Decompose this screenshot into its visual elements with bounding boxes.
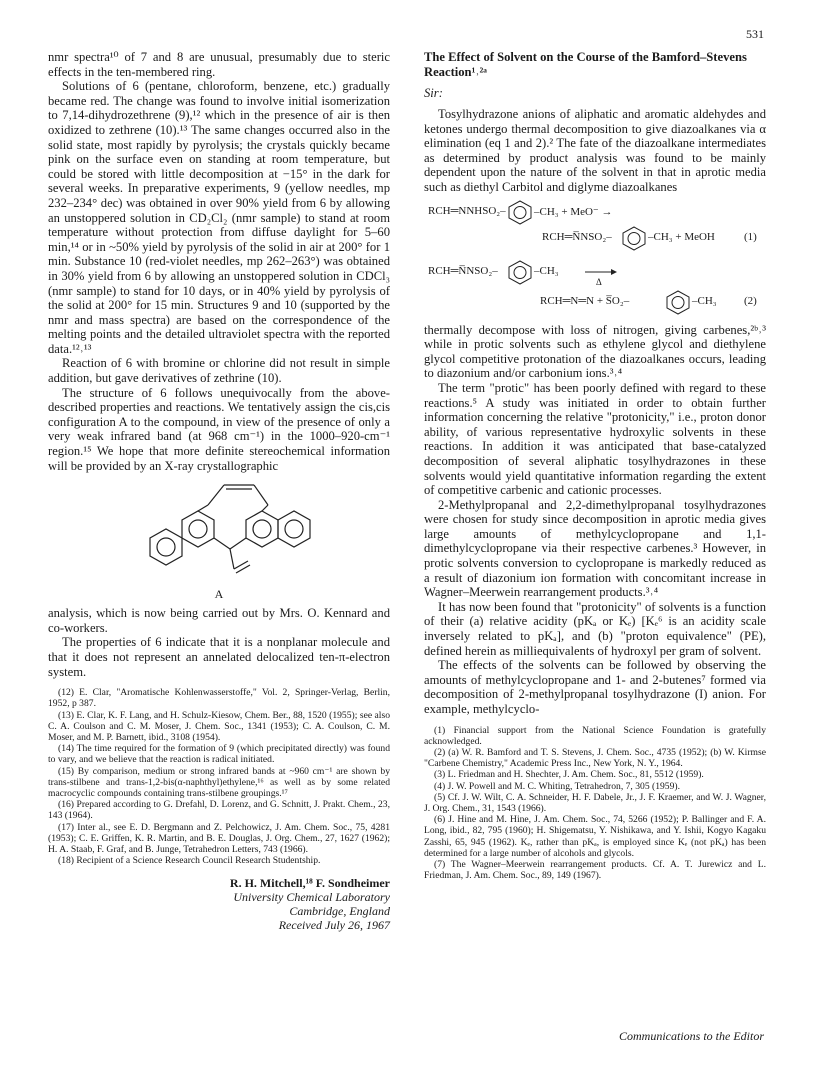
paragraph: The effects of the solvents can be followed by observing the amounts of methylcyclopropane and 1- and 2-butenes⁷ formed via decomposition of 2-methylpropanal tosylhydrazone (I) anion. For example, methylcyclo- — [424, 658, 766, 716]
footnote: (17) Inter al., see E. D. Bergmann and Z. Pelchowicz, J. Am. Chem. Soc., 75, 4281 (1953); C. E. Griffen, K. R. Martin, and B. E. Douglas, J. Org. Chem., 27, 1627 (1962); H. A. Staab, F. Graf, and B. Junge, Tetrahedron Letters, 743 (1966). — [48, 821, 390, 856]
salutation: Sir: — [424, 86, 443, 100]
benzene-ring-icon — [506, 199, 534, 225]
paragraph: 2-Methylpropanal and 2,2-dimethylpropanal tosylhydrazones were chosen for study since decomposition in aprotic media gives large amounts of methylcyclopropane and 1,1-dimethylcyclopropane via their respective carbenes.³ However, in protic solvents conversion to cyclopropane is markedly reduced as a result of diazonium ion formation with concomitant increase in Wagner–Meerwein rearrangement products.³˒⁴ — [424, 497, 766, 600]
paragraph: The term "protic" has been poorly defined with regard to these reactions.⁵ A study was initiated in order to obtain further information concerning the relative "protonicity," i.e., proton donor ability, of various representative hydroxylic solvents in these reactions. In addition it was anticipated that base-catalyzed decomposition of several aliphatic tosylhydrazones in these solvents would yield quantitative information regarding the extent of competitive carbenic and cationic processes. — [424, 380, 766, 498]
reaction-equations — [424, 201, 766, 319]
paragraph: Reaction of 6 with bromine or chlorine did not result in simple addition, but gave derivatives of zethrine (10). — [48, 356, 390, 386]
paragraph: The properties of 6 indicate that it is a nonplanar molecule and that it does not represent an annelated delocalized ten-π-electron system. — [48, 635, 390, 679]
eq2-product-tail: –CH₃ — [692, 294, 717, 307]
eq1-reactant: RCH═NNHSO₂– — [428, 204, 506, 217]
paragraph: The structure of 6 follows unequivocally from the above-described properties and reactions. We tentatively assign the cis,cis configuration A to the compound, in view of the presence of only a very weak infrared band (at 968 cm⁻¹) in the 1000–920-cm⁻¹ region.¹⁵ We hope that more definite stereochemical information will be provided by an X-ray crystallographic — [48, 385, 390, 473]
footnote: (2) (a) W. R. Bamford and T. S. Stevens, J. Chem. Soc., 4735 (1952); (b) W. Kirmse "Carbene Chemistry," Academic Press Inc., New York, N. Y., 1964. — [424, 747, 766, 770]
paragraph: analysis, which is now being carried out by Mrs. O. Kennard and co-workers. — [48, 606, 390, 635]
eq1-reactant-tail: –CH₃ + MeO⁻ → — [534, 205, 613, 218]
footnote: (14) The time required for the formation of 9 (which precipitated directly) was found to vary, and we believe that the reaction is radical initiated. — [48, 743, 390, 766]
paragraph: nmr spectra¹⁰ of 7 and 8 are unusual, presumably due to steric effects in the ten-membered ring. — [48, 50, 390, 79]
structure-a-drawing — [48, 479, 390, 585]
footnote: (6) J. Hine and M. Hine, J. Am. Chem. Soc., 74, 5266 (1952); P. Ballinger and F. A. Long, ibid., 82, 795 (1960); H. Shigematsu, Y. Nishikawa, and Y. Ishii, Kogyo Kagaku Zasshi, 65, 945 (1962). Kₑ, rather than pKₐ, is employed since Kₑ (not pKₐ) has been determined for a large number of alcohols and glycols. — [424, 814, 766, 859]
footnotes-right — [424, 725, 766, 882]
right-column — [424, 50, 766, 881]
footnote: (1) Financial support from the National Science Foundation is gratefully acknowledged. — [424, 724, 766, 747]
article-title: The Effect of Solvent on the Course of the Bamford–Stevens Reaction¹˒²ᵃ — [424, 50, 747, 79]
eq2-delta: Δ — [596, 276, 602, 287]
footnote: (18) Recipient of a Science Research Council Research Studentship. — [58, 855, 321, 867]
page-number: 531 — [746, 27, 764, 41]
left-column — [48, 50, 390, 932]
eq1-product-tail: –CH₃ + MeOH — [648, 230, 715, 243]
eq2-product: RCH═N═N + S̅O₂– — [540, 294, 630, 307]
paragraph: Tosylhydrazone anions of aliphatic and aromatic aldehydes and ketones undergo thermal decomposition to give diazoalkanes via α elimination (eq 1 and 2).² The fate of the diazoalkane intermediates as determined by product analysis was found to be mainly dependent upon the nature of the solvent in that in aprotic media such as diethyl Carbitol and diglyme diazoalkanes — [424, 107, 766, 194]
eq1-product: RCH═N̅NSO₂– — [542, 230, 612, 243]
eq2-reactant: RCH═N̅NSO₂– — [428, 264, 498, 277]
eq1-number: (1) — [744, 230, 757, 243]
paragraph: Solutions of 6 (pentane, chloroform, benzene, etc.) gradually became red. The change was found to involve initial isomerization to 7,14-dihydrozethrene (9),¹² which in the presence of air is then oxidized to zethrene (10).¹³ The same changes occurred also in the solid state, most rapidly by pyrolysis; the crystals quickly became pink on the surface even on standing at room temperature, but could be stored with little decomposition at −15° in the dark for several weeks. In preparative experiments, 9 (yellow needles, mp 232–234° dec) was obtained in over 90% yield from 6 by allowing an unstoppered solution in CD₂Cl₂ (nmr sample) to stand at room temperature without protection from diffuse daylight for 5–60 min,¹⁴ or in ~50% yield by pyrolysis of the solid in air at 200° for 1 min. Substance 10 (red-violet needles, mp 262–263°) was obtained in 30% yield from 6 by allowing an unstoppered solution in CDCl₃ (nmr sample) to stand for 10 days, or in 40% yield by pyrolysis of the solid at 200° for 15 min. Structures 9 and 10 (supported by the nmr and mass spectra) are based on the correspondence of the melting points and the detailed ultraviolet spectra with the reported data.¹²˒¹³ — [48, 79, 390, 356]
footnote: (5) Cf. J. W. Wilt, C. A. Schneider, H. F. Dabele, Jr., J. F. Kraemer, and W. J. Wagner, J. Org. Chem., 31, 1543 (1966). — [424, 791, 766, 815]
author-names: R. H. Mitchell,¹⁸ F. Sondheimer — [229, 876, 390, 891]
footnote: (7) The Wagner–Meerwein rearrangement products. Cf. A. T. Jurewicz and L. Friedman, J. Am. Chem. Soc., 89, 149 (1967). — [424, 859, 766, 882]
footnotes-left — [48, 687, 390, 866]
benzene-ring-icon — [620, 225, 648, 251]
section-footer: Communications to the Editor — [619, 1029, 764, 1043]
author-institution: University Chemical Laboratory — [233, 890, 390, 905]
footnote: (16) Prepared according to G. Drefahl, D. Lorenz, and G. Schnitt, J. Prakt. Chem., 23, 143 (1964). — [48, 799, 390, 822]
footnote: (15) By comparison, medium or strong infrared bands at ~960 cm⁻¹ are shown by trans-stilbene and trans-1,2-bis(α-naphthyl)ethylene,¹⁶ as well as by some related macrocyclic compounds containing trans-stilbene groupings.¹⁷ — [48, 765, 390, 800]
footnote: (4) J. W. Powell and M. C. Whiting, Tetrahedron, 7, 305 (1959). — [434, 780, 680, 792]
benzene-ring-icon — [506, 259, 534, 285]
structure-a-label: A — [214, 587, 224, 602]
received-date: Received July 26, 1967 — [278, 918, 390, 933]
reaction-arrow-icon — [584, 267, 618, 277]
benzene-ring-icon — [664, 289, 692, 315]
paragraph: It has now been found that "protonicity" of solvents is a function of their (a) relative acidity (pKₐ or Kₑ) [Kₑ⁶ is an acidity scale inversely related to pKₐ], and (b) "proton equivalence" (PE), defined herein as milliequivalents of hydroxyl per gram of solvent. — [424, 599, 766, 658]
author-location: Cambridge, England — [289, 904, 390, 919]
author-signature — [48, 876, 390, 932]
eq2-number: (2) — [744, 294, 757, 307]
footnote: (12) E. Clar, "Aromatische Kohlenwasserstoffe," Vol. 2, Springer-Verlag, Berlin, 1952, p 387. — [48, 687, 390, 710]
paragraph: thermally decompose with loss of nitrogen, giving carbenes,²ᵇ˒³ while in protic solvents such as ethylene glycol and diethylene glycol competitive protonation of the diazoalkanes occurs, leading to diazonium and/or carbonium ions.³˒⁴ — [424, 322, 766, 381]
structure-a-figure — [48, 479, 390, 585]
eq2-reactant-tail: –CH₃ — [534, 264, 559, 277]
footnote: (13) E. Clar, K. F. Lang, and H. Schulz-Kiesow, Chem. Ber., 88, 1520 (1955); see also C. A. Coulson and C. M. Moser, J. Chem. Soc., 1341 (1953); C. A. Coulson, C. M. Moser, and M. P. Barnett, ibid., 3108 (1954). — [48, 709, 390, 743]
footnote: (3) L. Friedman and H. Shechter, J. Am. Chem. Soc., 81, 5512 (1959). — [434, 769, 704, 781]
